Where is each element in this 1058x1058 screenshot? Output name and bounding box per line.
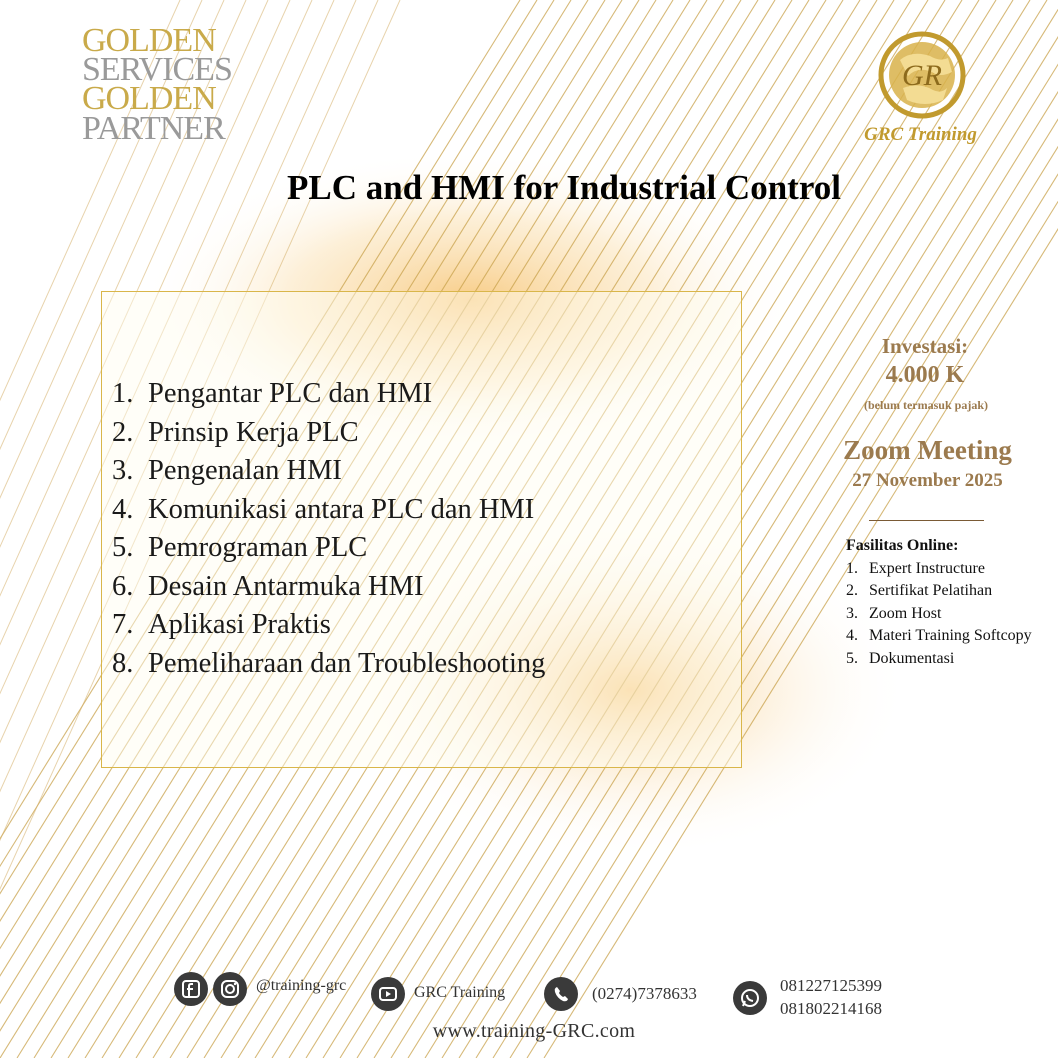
facebook-icon[interactable] [174,972,208,1006]
fasilitas-item [846,558,1039,580]
fasilitas-label: Expert Instructure [869,560,985,577]
golden-partner-mark [82,22,232,147]
topic-number: 3. [112,455,134,486]
brand-line-1: GOLDEN [82,22,216,59]
instagram-icon[interactable] [213,972,247,1006]
phone-icon[interactable] [544,977,578,1011]
topic-label: Pemeliharaan dan Troubleshooting [148,647,546,679]
topic-item [112,568,545,607]
fasilitas-number: 3. [846,604,858,622]
topic-label: Aplikasi Praktis [148,609,331,640]
topic-label: Pengantar PLC dan HMI [148,378,433,409]
topic-number: 5. [112,532,134,563]
topic-label: Prinsip Kerja PLC [148,416,359,448]
phone-number[interactable]: (0274)7378633 [592,984,697,1003]
fasilitas-number: 4. [846,627,858,645]
topic-number: 8. [112,647,134,679]
youtube-icon[interactable] [371,977,405,1011]
website-link[interactable]: www.training-GRC.com [432,1020,636,1042]
social-handle[interactable]: @training-grc [256,977,347,994]
fasilitas-label: Dokumentasi [869,649,955,667]
topic-item [112,606,545,645]
whatsapp-number-2[interactable]: 081802214168 [780,999,882,1018]
topic-number: 4. [112,493,134,525]
fasilitas-label: Sertifikat Pelatihan [869,582,993,600]
investasi-label: Investasi: [881,334,969,358]
fasilitas-list [846,558,1039,670]
fasilitas-label: Zoom Host [869,604,942,622]
topic-item [112,529,545,568]
topic-number: 2. [112,416,134,448]
topic-label: Pengenalan HMI [148,455,342,486]
topic-label: Pemrograman PLC [148,532,368,563]
topics-box [101,291,742,768]
topic-item [112,414,545,453]
event-mode: Zoom Meeting [843,435,1012,465]
youtube-channel[interactable]: GRC Training [414,984,506,1001]
topic-list [112,375,545,683]
investasi-price: 4.000 K [885,362,965,388]
fasilitas-item [846,580,1039,602]
topic-number: 1. [112,378,134,409]
fasilitas-title: Fasilitas Online: [846,537,959,554]
topic-number: 7. [112,609,134,640]
fasilitas-item [846,648,1039,670]
whatsapp-icon[interactable] [733,981,767,1015]
fasilitas-label: Materi Training Softcopy [869,627,1032,645]
brand-line-2: SERVICES [82,51,232,89]
topic-item [112,491,545,530]
divider [869,520,984,521]
topic-item [112,375,545,414]
whatsapp-number-1[interactable]: 081227125399 [780,976,882,995]
fasilitas-number: 1. [846,560,858,577]
fasilitas-number: 2. [846,582,858,600]
grc-training-logo-text: GRC Training [864,124,977,145]
topic-item [112,452,545,491]
brand-line-4: PARTNER [82,109,225,147]
topic-label: Komunikasi antara PLC dan HMI [148,493,535,525]
svg-text:GR: GR [902,59,942,92]
fasilitas-item [846,603,1039,625]
fasilitas-item [846,625,1039,647]
topic-number: 6. [112,570,134,602]
event-date: 27 November 2025 [852,470,1003,491]
fasilitas-number: 5. [846,649,858,667]
investasi-note: (belum termasuk pajak) [863,398,988,412]
brand-line-3: GOLDEN [82,80,216,118]
page-title: PLC and HMI for Industrial Control [287,168,841,207]
topic-label: Desain Antarmuka HMI [148,570,424,602]
topic-item [112,645,545,684]
